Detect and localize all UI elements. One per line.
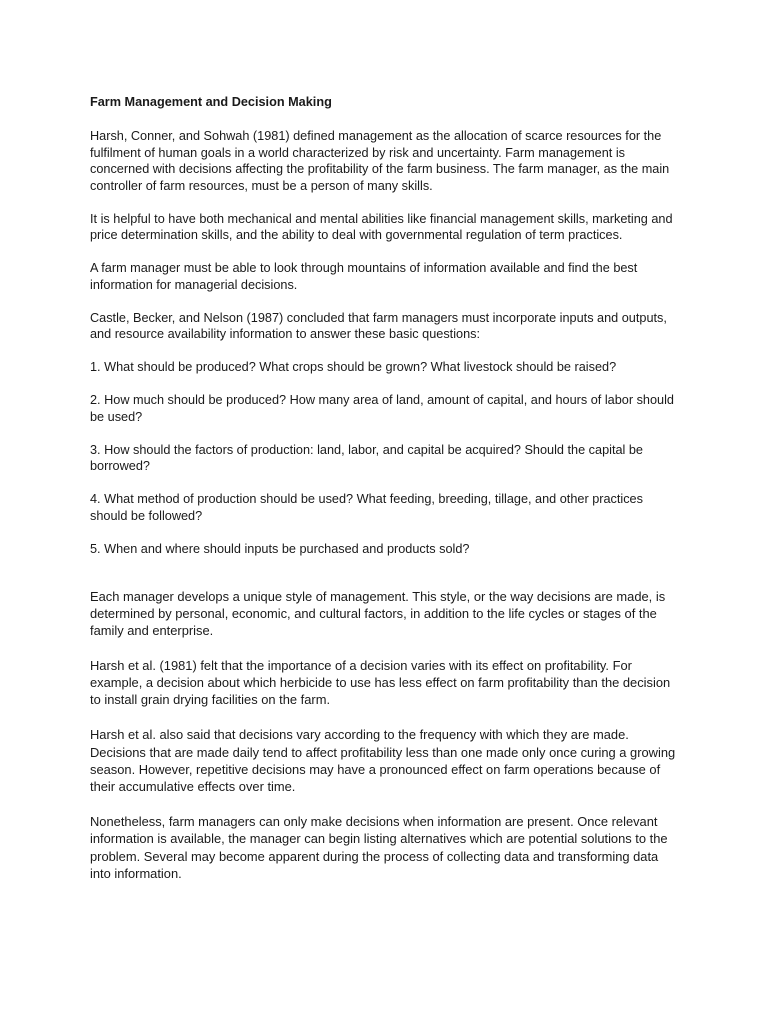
paragraph-definition: Harsh, Conner, and Sohwah (1981) defined management as the allocation of scarce resources for the fulfilment of human goals in a world characterized by risk and uncertainty. Farm management is concerned with decisions affecting the profitability of the farm business. The farm manager, as the main controller of farm resources, must be a person of many skills. [90,129,670,193]
question-3: 3. How should the factors of production: land, labor, and capital be acquired? Should the capital be borrowed? [90,442,643,473]
paragraph-basic-questions: Castle, Becker, and Nelson (1987) concluded that farm managers must incorporate inputs and outputs, and resource availability information to answer these basic questions: [90,310,667,341]
question-4: 4. What method of production should be used? What feeding, breeding, tillage, and other practices should be followed? [90,492,643,523]
section-spacer [90,574,678,588]
question-5: 5. When and where should inputs be purchased and products sold? [90,541,470,556]
question-1: 1. What should be produced? What crops should be grown? What livestock should be raised? [90,360,617,374]
paragraph-information: A farm manager must be able to look through mountains of information available and find the best information for managerial decisions. [90,261,638,292]
paragraph-decision-importance: Harsh et al. (1981) felt that the importance of a decision varies with its effect on profitability. For example, a decision about which herbicide to use has less effect on farm profitability than the decision to install grain drying facilities on the farm. [90,657,671,708]
paragraph-management-style: Each manager develops a unique style of management. This style, or the way decisions are made, is determined by personal, economic, and cultural factors, in addition to the life cycles or stages of the family and enterprise. [90,588,666,639]
paragraph-alternatives: Nonetheless, farm managers can only make decisions when information are present. Once relevant information is available, the manager can begin listing alternatives which are potential solutions to the problem. Several may become apparent during the process of collecting data and transforming data into information. [90,813,668,881]
paragraph-decision-frequency: Harsh et al. also said that decisions vary according to the frequency with which they are made. Decisions that are made daily tend to affect profitability less than one made only once curing a growing season. However, repetitive decisions may have a pronounced effect on farm operations because of their accumulative effects over time. [90,727,676,795]
document-title: Farm Management and Decision Making [90,95,332,109]
question-2: 2. How much should be produced? How many area of land, amount of capital, and hours of labor should be used? [90,393,674,424]
paragraph-abilities: It is helpful to have both mechanical and mental abilities like financial management skills, marketing and price determination skills, and the ability to deal with governmental regulation of term practices. [90,211,673,242]
